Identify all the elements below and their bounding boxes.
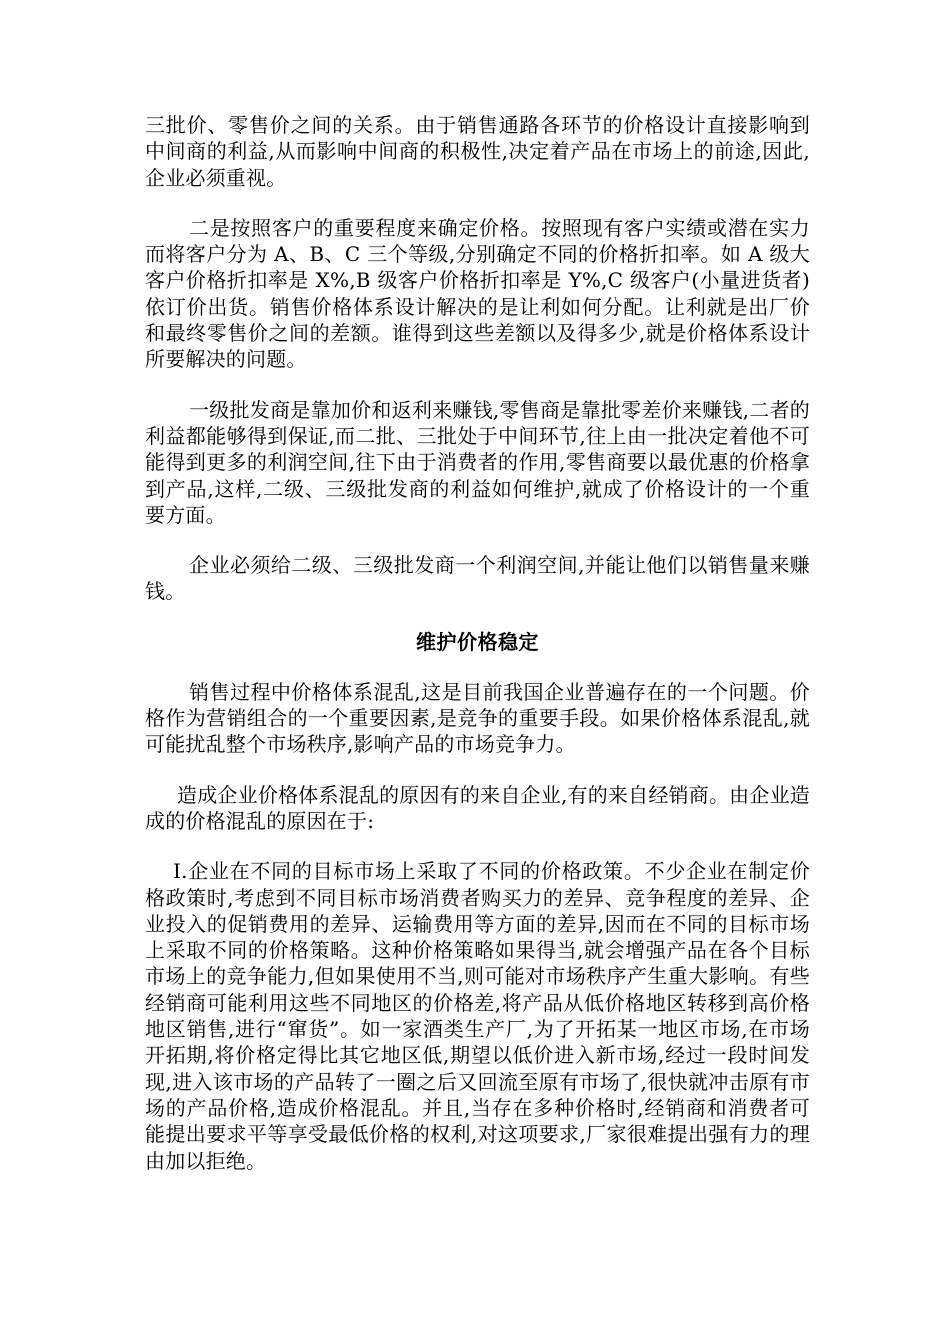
section-heading: 维护价格稳定 [416,629,539,654]
paragraph-price-relationship: 三批价、零售价之间的关系。由于销售通路各环节的价格设计直接影响到中间商的利益,从而影响中间商的积极性,决定着产品在市场上的前途,因此,企业必须重视。 [145,113,810,190]
paragraph-profit-space: 企业必须给二级、三级批发商一个利润空间,并能让他们以销售量来赚钱。 [145,553,810,604]
paragraph-wholesaler-profit: 一级批发商是靠加价和返利来赚钱,零售商是靠批零差价来赚钱,二者的利益都能够得到保证,而二批、三批处于中间环节,往上由一批决定着他不可能得到更多的利润空间,往下由于消费者的作用,零售商要以最优惠的价格拿到产品,这样,二级、三级批发商的利益如何维护,就成了价格设计的一个重要方面。 [145,397,810,527]
document-page [145,112,810,1174]
paragraph-price-chaos: 销售过程中价格体系混乱,这是目前我国企业普遍存在的一个问题。价格作为营销组合的一个重要因素,是竞争的重要手段。如果价格体系混乱,就可能扰乱整个市场秩序,影响产品的市场竞争力。 [145,679,810,757]
paragraph-customer-tiers: 二是按照客户的重要程度来确定价格。按照现有客户实绩或潜在实力而将客户分为 A、B、C 三个等级,分别确定不同的价格折扣率。如 A 级大客户价格折扣率是 X%,B 级客户价格折扣率是 Y%,C 级客户(小量进货者)依订价出货。销售价格体系设计解决的是让利如何分配。让利就是出厂价和最终零售价之间的差额。谁得到这些差额以及得多少,就是价格体系设计所要解决的问题。 [145,215,810,372]
paragraph-chaos-causes: 造成企业价格体系混乱的原因有的来自企业,有的来自经销商。由企业造成的价格混乱的原因在于: [145,782,810,833]
paragraph-different-policies: I.企业在不同的目标市场上采取了不同的价格政策。不少企业在制定价格政策时,考虑到不同目标市场消费者购买力的差异、竞争程度的差异、企业投入的促销费用的差异、运输费用等方面的差异,因而在不同的目标市场上采取不同的价格策略。这种价格策略如果得当,就会增强产品在各个目标市场上的竞争能力,但如果使用不当,则可能对市场秩序产生重大影响。有些经销商可能利用这些不同地区的价格差,将产品从低价格地区转移到高价格地区销售,进行“窜货”。如一家酒类生产厂,为了开拓某一地区市场,在市场开拓期,将价格定得比其它地区低,期望以低价进入新市场,经过一段时间发现,进入该市场的产品转了一圈之后又回流至原有市场了,很快就冲击原有市场的产品价格,造成价格混乱。并且,当存在多种价格时,经销商和消费者可能提出要求平等享受最低价格的权利,对这项要求,厂家很难提出强有力的理由加以拒绝。 [145,859,810,1173]
